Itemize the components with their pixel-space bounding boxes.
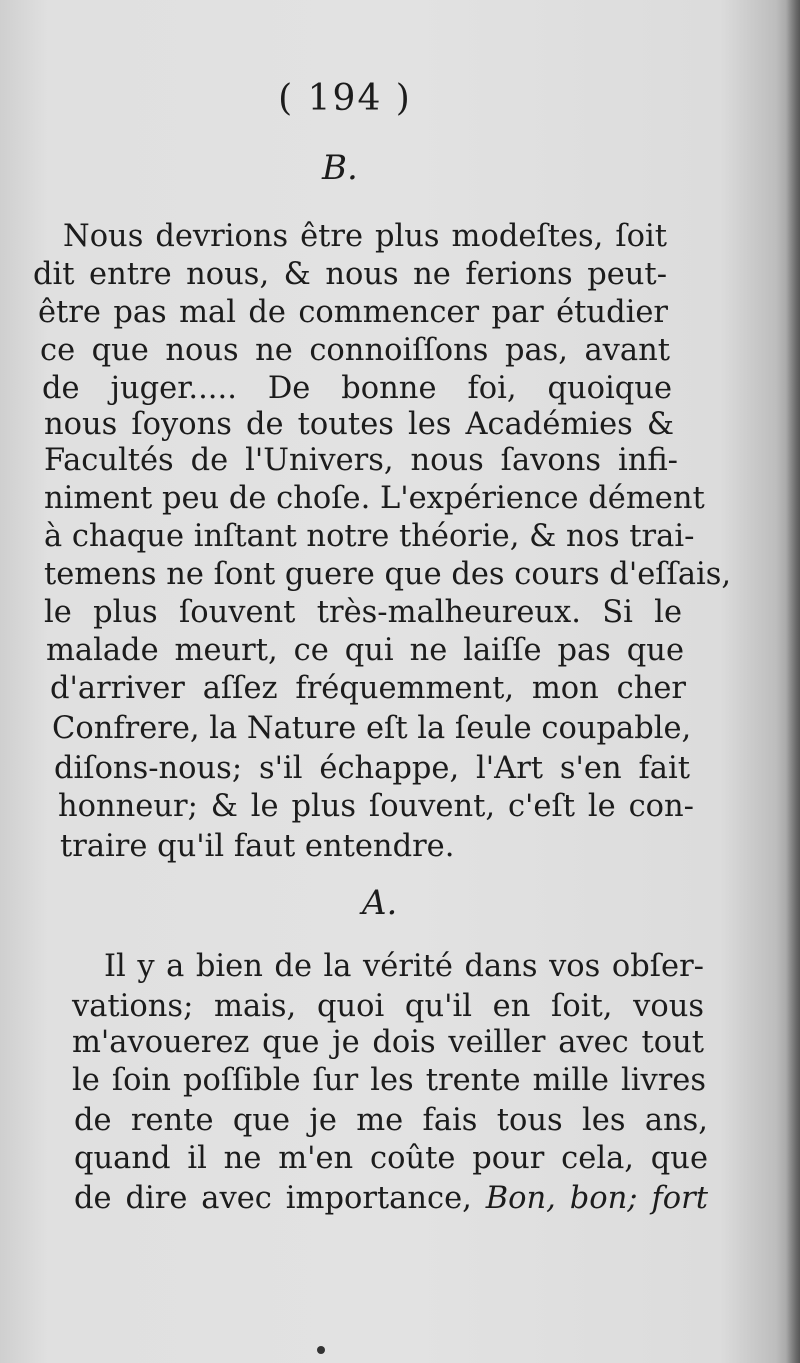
text-line: Nous devrions être plus modeſtes, ſoit [63, 219, 667, 254]
text-line: de rente que je me fais tous les ans, [74, 1103, 708, 1138]
speaker-label-a: A. [362, 883, 398, 923]
text-line: diſons-nous; s'il échappe, l'Art s'en fait [54, 751, 690, 786]
text-line: à chaque inſtant notre théorie, & nos trai- [44, 519, 695, 554]
text-line: vations; mais, quoi qu'il en ſoit, vous [72, 989, 704, 1024]
text-plain: de dire avec importance, [74, 1181, 486, 1216]
text-line: temens ne ſont guere que des cours d'eſſais, [44, 557, 732, 592]
text-line: d'arriver aſſez fréquemment, mon cher [50, 671, 686, 706]
text-line: quand il ne m'en coûte pour cela, que [74, 1141, 708, 1176]
speaker-label-b: B. [322, 148, 358, 188]
text-italic: Bon, bon; fort [485, 1181, 708, 1216]
text-line: traire qu'il faut entendre. [60, 829, 455, 864]
page-number: ( 194 ) [278, 78, 412, 119]
text-line: Confrere, la Nature eſt la ſeule coupable, [52, 711, 692, 746]
text-line: m'avouerez que je dois veiller avec tout [72, 1025, 704, 1060]
text-line: dit entre nous, & nous ne ferions peut- [33, 257, 667, 292]
text-line: Facultés de l'Univers, nous ſavons infi- [44, 443, 678, 478]
text-line: de juger..... De bonne foi, quoique [42, 371, 672, 406]
text-line: le plus ſouvent très-malheureux. Si le [44, 595, 682, 630]
text-line: niment peu de choſe. L'expérience dément [44, 481, 705, 516]
text-line: Il y a bien de la vérité dans vos obſer- [104, 949, 704, 984]
text-line: ce que nous ne connoiſſons pas, avant [40, 333, 670, 368]
text-line [74, 1180, 708, 1218]
text-line: être pas mal de commencer par étudier [38, 295, 668, 330]
text-line: malade meurt, ce qui ne laiſſe pas que [46, 633, 684, 668]
page-edge-shadow [786, 0, 800, 1363]
ink-dot [317, 1346, 325, 1354]
text-line: honneur; & le plus ſouvent, c'eſt le con- [58, 789, 694, 824]
text-line: nous ſoyons de toutes les Académies & [44, 407, 674, 442]
text-line: le ſoin poſſible ſur les trente mille livres [72, 1063, 706, 1098]
